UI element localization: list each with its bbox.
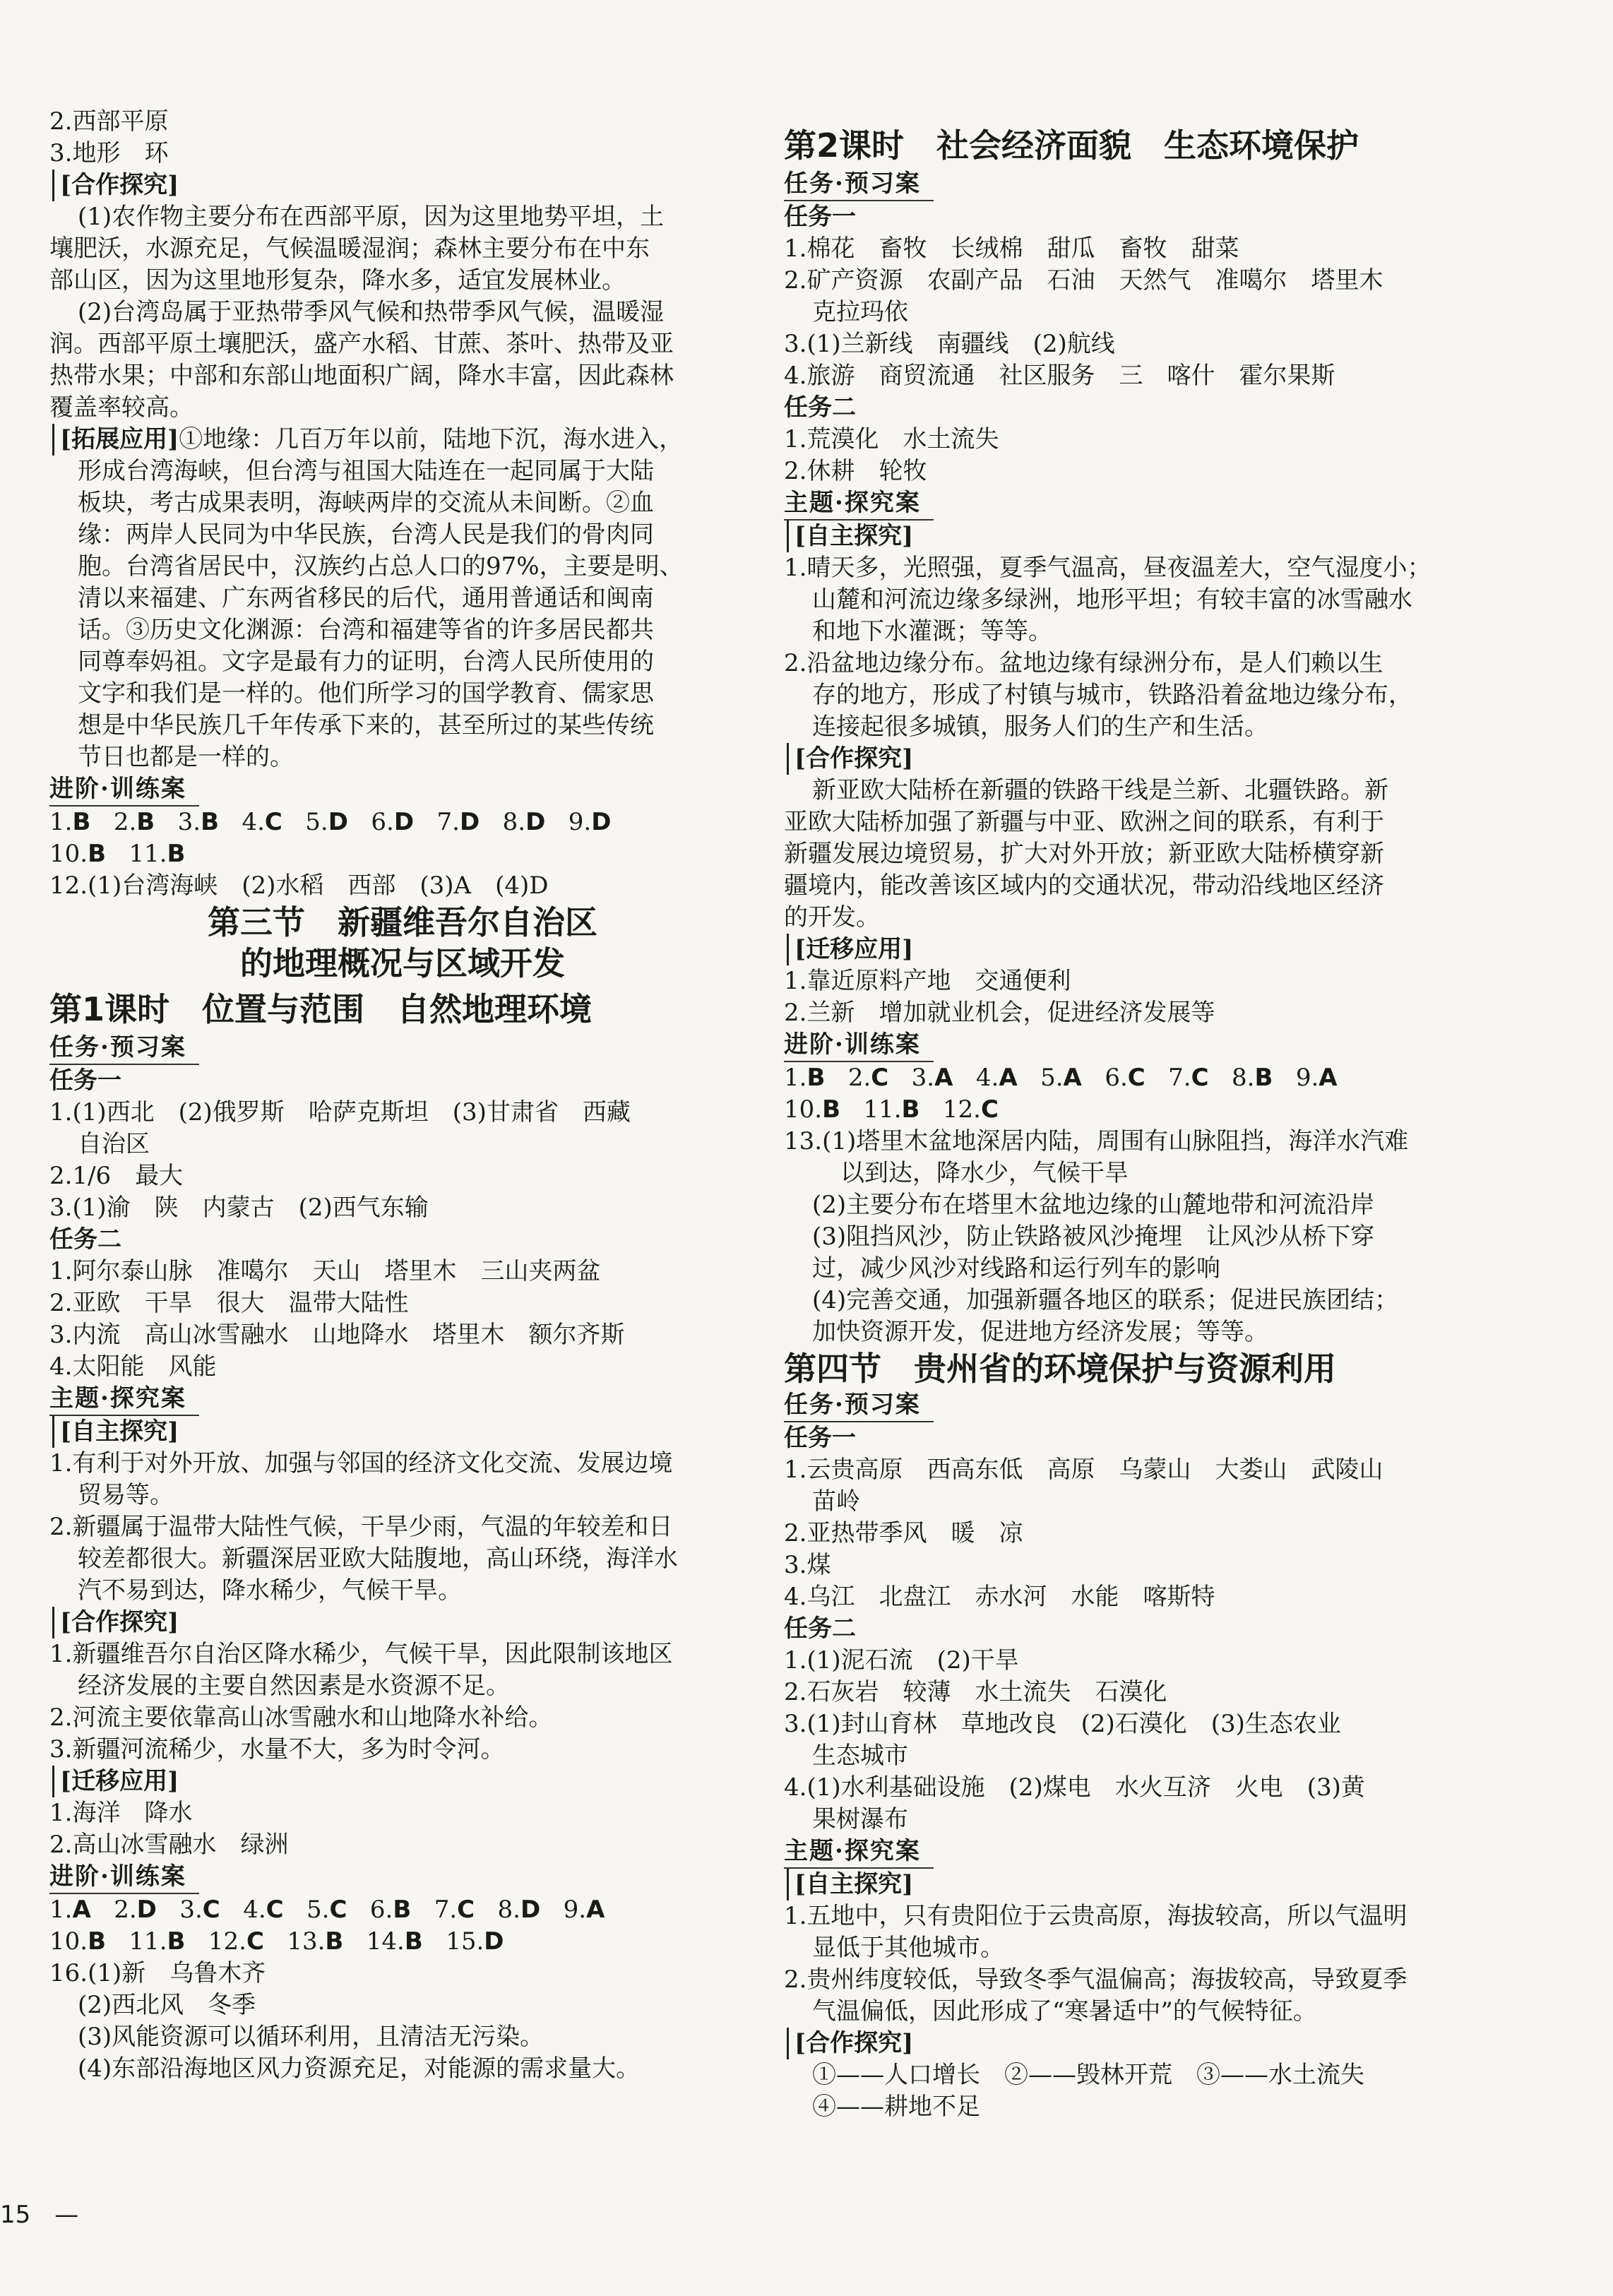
section-title: 第四节 贵州省的环境保护与资源利用 xyxy=(784,1350,1336,1388)
lesson-title: 第1课时 位置与范围 自然地理环境 xyxy=(49,990,593,1028)
section-tag: [合作探究] xyxy=(52,169,179,201)
answer-line: 1.(1)西北 (2)俄罗斯 哈萨克斯坦 (3)甘肃省 西藏 xyxy=(49,1098,631,1126)
answer-line: 和地下水灌溉；等等。 xyxy=(812,617,1052,646)
subsection-heading: 任务·预习案 xyxy=(49,1032,199,1065)
subsection-heading: 主题·探究案 xyxy=(784,487,934,521)
subsection-heading: 主题·探究案 xyxy=(784,1836,934,1869)
paragraph-line: 清以来福建、广东两省移民的后代，通用普通话和闽南 xyxy=(78,584,654,612)
paragraph-line: 形成台湾海峡，但台湾与祖国大陆连在一起同属于大陆 xyxy=(78,457,654,485)
section-tag: [自主探究] xyxy=(52,1416,179,1448)
task-heading: 任务二 xyxy=(784,393,856,422)
answer-line: 过，减少风沙对线路和运行列车的影响 xyxy=(812,1254,1220,1283)
paragraph-line: 胞。台湾省居民中，汉族约占总人口的97%，主要是明、 xyxy=(78,552,684,581)
paragraph-line: 热带水果；中部和东部山地面积广阔，降水丰富，因此森林 xyxy=(49,362,674,390)
answer-line: 山麓和河流边缘多绿洲，地形平坦；有较丰富的冰雪融水 xyxy=(812,585,1412,614)
answer-line: 2.亚欧 干旱 很大 温带大陆性 xyxy=(49,1289,409,1317)
section-tag: [自主探究] xyxy=(787,1869,913,1901)
paragraph-line: 话。③历史文化渊源：台湾和福建等省的许多居民都共 xyxy=(78,616,654,644)
mc-answers-row: 10.B 11.B 12.C xyxy=(784,1095,999,1124)
paragraph-line: 新亚欧大陆桥在新疆的铁路干线是兰新、北疆铁路。新 xyxy=(812,776,1388,804)
answer-line: 汽不易到达，降水稀少，气候干旱。 xyxy=(78,1576,462,1605)
answer-line: 2.1/6 最大 xyxy=(49,1162,184,1190)
paragraph-line: 覆盖率较高。 xyxy=(49,393,194,422)
answer-line: 贸易等。 xyxy=(78,1481,174,1509)
answer-line: 气温偏低，因此形成了“寒暑适中”的气候特征。 xyxy=(812,1997,1317,2026)
answer-line: 1.(1)泥石流 (2)干旱 xyxy=(784,1646,1019,1675)
mc-answers-row: 10.B 11.B 12.C 13.B 14.B 15.D xyxy=(49,1927,504,1956)
answer-line: 1.靠近原料产地 交通便利 xyxy=(784,967,1071,995)
page-number: 15 — xyxy=(0,2201,79,2229)
paragraph-line: 壤肥沃，水源充足，气候温暖湿润；森林主要分布在中东 xyxy=(49,234,650,263)
answer-line: ①——人口增长 ②——毁林开荒 ③——水土流失 xyxy=(812,2061,1364,2089)
answer-line: 1.云贵高原 西高东低 高原 乌蒙山 大娄山 武陵山 xyxy=(784,1456,1383,1484)
answer-line: 2.贵州纬度较低，导致冬季气温偏高；海拔较高，导致夏季 xyxy=(784,1965,1407,1994)
subsection-heading: 主题·探究案 xyxy=(49,1383,199,1416)
paragraph-line: 节日也都是一样的。 xyxy=(78,743,294,771)
answer-line: 2.高山冰雪融水 绿洲 xyxy=(49,1831,289,1859)
answer-line: (3)风能资源可以循环利用，且清洁无污染。 xyxy=(78,2023,544,2051)
answer-line: 1.阿尔泰山脉 准噶尔 天山 塔里木 三山夹两盆 xyxy=(49,1257,601,1285)
answer-line: 2.矿产资源 农副产品 石油 天然气 准噶尔 塔里木 xyxy=(784,266,1383,295)
answer-line: 3.(1)封山育林 草地改良 (2)石漠化 (3)生态农业 xyxy=(784,1710,1341,1738)
subsection-heading: 进阶·训练案 xyxy=(49,773,199,807)
left-column xyxy=(49,106,756,2085)
answer-line: 2.兰新 增加就业机会，促进经济发展等 xyxy=(784,999,1215,1027)
answer-line: 1.五地中，只有贵阳位于云贵高原，海拔较高，所以气温明 xyxy=(784,1902,1407,1930)
subsection-heading: 任务·预习案 xyxy=(784,1389,934,1422)
answer-line: 以到达，降水少，气候干旱 xyxy=(840,1159,1129,1187)
paragraph-line: 部山区，因为这里地形复杂，降水多，适宜发展林业。 xyxy=(49,266,626,295)
answer-line: 苗岭 xyxy=(812,1487,860,1516)
mc-answers-row: 1.A 2.D 3.C 4.C 5.C 6.B 7.C 8.D 9.A xyxy=(49,1896,605,1924)
answer-line: 经济发展的主要自然因素是水资源不足。 xyxy=(78,1672,510,1700)
answer-line: 1.海洋 降水 xyxy=(49,1799,193,1827)
section-tag: [合作探究] xyxy=(787,2028,913,2059)
section-title: 第三节 新疆维吾尔自治区 xyxy=(208,903,597,941)
paragraph-line: 的开发。 xyxy=(784,903,880,932)
mc-answers-row: 1.B 2.B 3.B 4.C 5.D 6.D 7.D 8.D 9.D xyxy=(49,808,612,836)
answer-line: (2)主要分布在塔里木盆地边缘的山麓地带和河流沿岸 xyxy=(812,1191,1375,1219)
section-tag: [合作探究] xyxy=(787,743,913,775)
task-heading: 任务二 xyxy=(784,1614,856,1643)
answer-line: 克拉玛依 xyxy=(812,298,908,326)
right-column xyxy=(784,120,1497,2123)
answer-line: 2.休耕 轮牧 xyxy=(784,457,927,485)
paragraph-line: ①地缘：几百万年以前，陆地下沉，海水进入， xyxy=(179,425,684,453)
answer-line: 4.太阳能 风能 xyxy=(49,1352,217,1381)
answer-line: 12.(1)台湾海峡 (2)水稻 西部 (3)A (4)D xyxy=(49,872,549,900)
lesson-title: 第2课时 社会经济面貌 生态环境保护 xyxy=(784,126,1359,165)
section-tag: [自主探究] xyxy=(787,521,913,552)
paragraph-line: 同尊奉妈祖。文字是最有力的证明，台湾人民所使用的 xyxy=(78,648,654,676)
paragraph-line: (2)台湾岛属于亚热带季风气候和热带季风气候，温暖湿 xyxy=(78,298,665,326)
answer-line: 2.亚热带季风 暖 凉 xyxy=(784,1519,1023,1547)
answer-line: 果树瀑布 xyxy=(812,1805,908,1833)
task-heading: 任务二 xyxy=(49,1225,121,1254)
answer-line: 3.(1)兰新线 南疆线 (2)航线 xyxy=(784,330,1115,358)
task-heading: 任务一 xyxy=(49,1066,121,1095)
mc-answers-row: 10.B 11.B xyxy=(49,840,186,868)
paragraph-line: 新疆发展边境贸易，扩大对外开放；新亚欧大陆桥横穿新 xyxy=(784,840,1384,868)
answer-line: 2.石灰岩 较薄 水土流失 石漠化 xyxy=(784,1678,1167,1706)
answer-line: ④——耕地不足 xyxy=(812,2093,980,2121)
answer-line: 较差都很大。新疆深居亚欧大陆腹地，高山环绕，海洋水 xyxy=(78,1545,678,1573)
paragraph-line: (1)农作物主要分布在西部平原，因为这里地势平坦，土 xyxy=(78,203,665,231)
answer-line: 2.沿盆地边缘分布。盆地边缘有绿洲分布，是人们赖以生 xyxy=(784,649,1383,677)
section-title: 的地理概况与区域开发 xyxy=(240,944,565,982)
answer-line: 3.地形 环 xyxy=(49,139,169,167)
answer-line: (3)阻挡风沙，防止铁路被风沙掩埋 让风沙从桥下穿 xyxy=(812,1223,1375,1251)
answer-line: 1.棉花 畜牧 长绒棉 甜瓜 畜牧 甜菜 xyxy=(784,234,1239,263)
answer-line: 1.荒漠化 水土流失 xyxy=(784,425,999,453)
answer-line: 显低于其他城市。 xyxy=(812,1934,1004,1962)
subsection-heading: 进阶·训练案 xyxy=(49,1861,199,1894)
answer-line: 4.旅游 商贸流通 社区服务 三 喀什 霍尔果斯 xyxy=(784,362,1335,390)
task-heading: 任务一 xyxy=(784,1424,856,1452)
paragraph-line: 文字和我们是一样的。他们所学习的国学教育、儒家思 xyxy=(78,679,654,708)
answer-line: (4)东部沿海地区风力资源充足，对能源的需求量大。 xyxy=(78,2054,641,2083)
section-tag: [迁移应用] xyxy=(52,1766,179,1797)
paragraph-line: 缘：两岸人民同为中华民族，台湾人民是我们的骨肉同 xyxy=(78,521,654,549)
answer-line: 3.新疆河流稀少，水量不大，多为时令河。 xyxy=(49,1735,505,1763)
answer-line: 3.内流 高山冰雪融水 山地降水 塔里木 额尔齐斯 xyxy=(49,1321,625,1349)
section-tag: [拓展应用] xyxy=(52,424,179,456)
answer-line: 2.河流主要依靠高山冰雪融水和山地降水补给。 xyxy=(49,1703,553,1732)
answer-line: (4)完善交通，加强新疆各地区的联系；促进民族团结； xyxy=(812,1286,1399,1314)
answer-line: (2)西北风 冬季 xyxy=(78,1991,256,2019)
answer-line: 13.(1)塔里木盆地深居内陆，周围有山脉阻挡，海洋水汽难 xyxy=(784,1127,1409,1155)
mc-answers-row: 1.B 2.C 3.A 4.A 5.A 6.C 7.C 8.B 9.A xyxy=(784,1064,1338,1092)
answer-line: 生态城市 xyxy=(812,1742,908,1770)
answer-line: 1.有利于对外开放、加强与邻国的经济文化交流、发展边境 xyxy=(49,1449,673,1477)
answer-line: 16.(1)新 乌鲁木齐 xyxy=(49,1959,266,1987)
answer-line: 4.(1)水利基础设施 (2)煤电 水火互济 火电 (3)黄 xyxy=(784,1773,1365,1802)
task-heading: 任务一 xyxy=(784,203,856,231)
paragraph-line: 润。西部平原土壤肥沃，盛产水稻、甘蔗、茶叶、热带及亚 xyxy=(49,330,674,358)
answer-line: 2.西部平原 xyxy=(49,107,169,136)
paragraph-line: 亚欧大陆桥加强了新疆与中亚、欧洲之间的联系，有利于 xyxy=(784,808,1384,836)
paragraph-line: 板块，考古成果表明，海峡两岸的交流从未间断。②血 xyxy=(78,489,654,517)
answer-line: 1.晴天多，光照强，夏季气温高，昼夜温差大，空气湿度小； xyxy=(784,554,1432,582)
answer-line: 2.新疆属于温带大陆性气候，干旱少雨，气温的年较差和日 xyxy=(49,1513,673,1541)
paragraph-line: 疆境内，能改善该区域内的交通状况，带动沿线地区经济 xyxy=(784,872,1384,900)
subsection-heading: 进阶·训练案 xyxy=(784,1029,934,1062)
answer-line: 3.煤 xyxy=(784,1551,831,1579)
paragraph-line: 想是中华民族几千年传承下来的，甚至所过的某些传统 xyxy=(78,711,654,739)
answer-line: 加快资源开发，促进地方经济发展；等等。 xyxy=(812,1318,1268,1346)
section-tag: [合作探究] xyxy=(52,1607,179,1638)
section-tag: [迁移应用] xyxy=(787,934,913,965)
subsection-heading: 任务·预习案 xyxy=(784,168,934,201)
answer-line: 自治区 xyxy=(78,1130,150,1158)
answer-line: 3.(1)渝 陕 内蒙古 (2)西气东输 xyxy=(49,1194,429,1222)
answer-line: 存的地方，形成了村镇与城市，铁路沿着盆地边缘分布， xyxy=(812,681,1412,709)
answer-line: 4.乌江 北盘江 赤水河 水能 喀斯特 xyxy=(784,1583,1215,1611)
answer-line: 1.新疆维吾尔自治区降水稀少，气候干旱，因此限制该地区 xyxy=(49,1640,673,1668)
answer-line: 连接起很多城镇，服务人们的生产和生活。 xyxy=(812,713,1268,741)
